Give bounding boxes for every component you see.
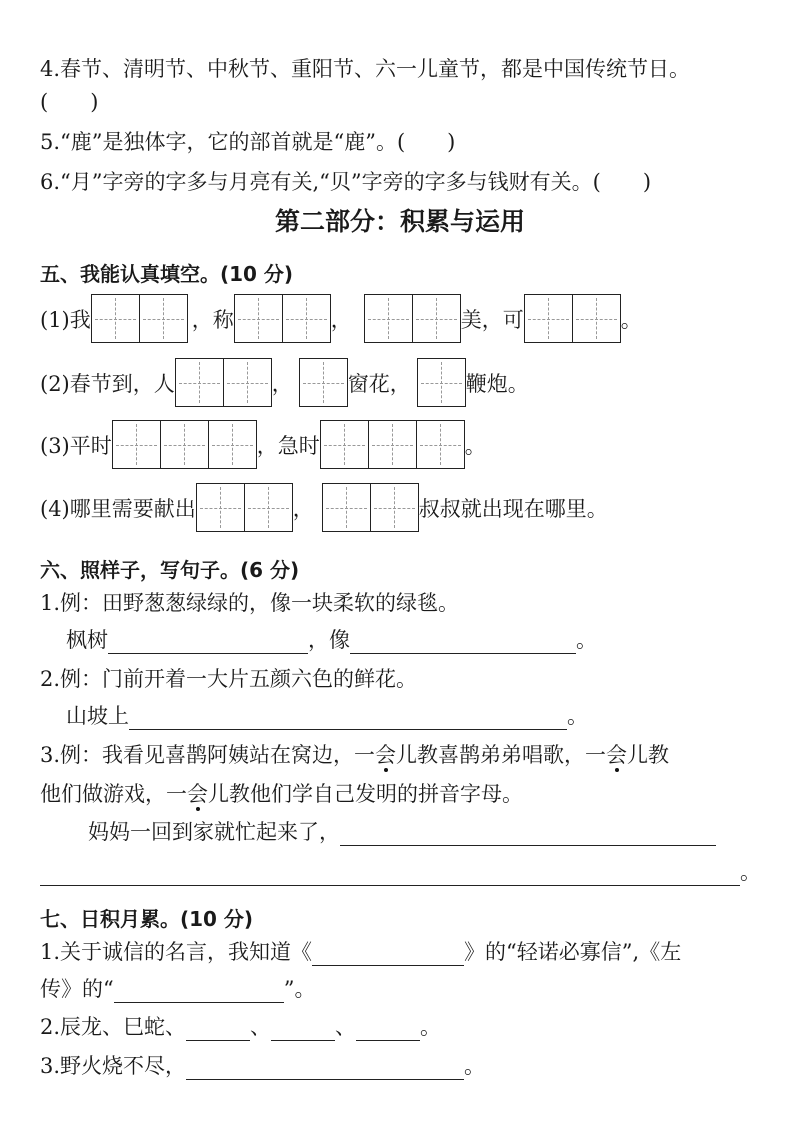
s6-q3-text: 教他们学自己发明的拼音字母。 [229, 782, 523, 806]
answer-blank[interactable] [356, 1018, 420, 1041]
s6-q2-prefix: 山坡上 [66, 704, 129, 728]
answer-blank[interactable] [186, 1018, 250, 1041]
fill-row-3 [40, 420, 486, 469]
row1-text-e: 。 [620, 307, 642, 332]
row3-text-a: (3)平时 [40, 433, 112, 458]
s7-q2-end: 。 [420, 1015, 442, 1039]
answer-blank[interactable] [114, 980, 284, 1003]
emphasis-text: 一会儿 [585, 743, 649, 767]
s7-q1-line2 [40, 975, 316, 1003]
s6-q3-answer-line2 [40, 858, 761, 886]
s6-q2-answer-line [66, 702, 588, 730]
char-box-group[interactable] [322, 483, 419, 532]
answer-blank[interactable] [186, 1057, 464, 1080]
char-box-group[interactable] [299, 358, 348, 407]
fill-row-1 [40, 294, 642, 343]
question-6: 6.“月”字旁的字多与月亮有关,“贝”字旁的字多与钱财有关。( ) [40, 170, 652, 194]
s6-q2-example: 2.例：门前开着一大片五颜六色的鲜花。 [40, 667, 418, 691]
char-box-group[interactable] [112, 420, 257, 469]
s7-q1-text: 》的“轻诺必寡信”,《左 [464, 940, 682, 964]
row2-text-b: ， [271, 371, 293, 396]
s7-q1-line1 [40, 938, 681, 966]
part2-title: 第二部分：积累与运用 [274, 207, 525, 236]
s6-q1-prefix: 枫树 [66, 628, 108, 652]
answer-blank[interactable] [129, 707, 567, 730]
s6-q2-end: 。 [567, 704, 588, 728]
row1-text-d: 美，可 [460, 307, 524, 332]
question-4: 4.春节、清明节、中秋节、重阳节、六一儿童节，都是中国传统节日。 [40, 57, 691, 81]
s7-q2-text: 2.辰龙、巳蛇、 [40, 1015, 187, 1039]
emphasis-text: 一会儿 [166, 782, 229, 806]
s6-q3-text: 教喜鹊弟弟唱歌， [417, 743, 586, 767]
s6-q3-end: 。 [740, 860, 761, 884]
row4-text-c: 叔叔就出现在哪里。 [418, 496, 608, 521]
answer-blank[interactable] [340, 823, 716, 846]
section6-title: 六、照样子，写句子。(6 分) [40, 558, 300, 582]
char-box-group[interactable] [91, 294, 188, 343]
char-box-group[interactable] [320, 420, 465, 469]
s6-q3-text: 教 [648, 743, 670, 767]
s6-q1-example: 1.例：田野葱葱绿绿的，像一块柔软的绿毯。 [40, 591, 460, 615]
question-5: 5.“鹿”是独体字，它的部首就是“鹿”。( ) [40, 130, 456, 154]
char-box-group[interactable] [417, 358, 466, 407]
char-box-group[interactable] [175, 358, 272, 407]
s6-q3-prompt: 妈妈一回到家就忙起来了， [88, 820, 340, 844]
answer-blank[interactable] [108, 631, 308, 654]
separator: 、 [250, 1015, 272, 1039]
s6-q1-mid: ，像 [308, 628, 350, 652]
answer-blank[interactable] [40, 863, 740, 886]
s6-q3-example-line2 [40, 780, 523, 808]
s6-q1-end: 。 [576, 628, 597, 652]
emphasis-text: 一会儿 [354, 743, 418, 767]
row4-text-a: (4)哪里需要献出 [40, 496, 196, 521]
s6-q3-prompt-line [88, 818, 716, 846]
fill-row-2 [40, 358, 529, 407]
row2-text-a: (2)春节到，人 [40, 371, 175, 396]
answer-blank[interactable] [350, 631, 576, 654]
char-box-group[interactable] [524, 294, 621, 343]
fill-row-4 [40, 483, 608, 532]
answer-blank[interactable] [312, 943, 464, 966]
char-box-group[interactable] [196, 483, 293, 532]
s7-q3 [40, 1052, 485, 1080]
row1-text-c: ， [330, 307, 352, 332]
section5-title: 五、我能认真填空。(10 分) [40, 262, 294, 286]
s6-q1-answer-line [66, 626, 597, 654]
separator: 、 [335, 1015, 357, 1039]
row4-text-b: ， [292, 496, 314, 521]
row3-text-c: 。 [464, 433, 486, 458]
row2-text-d: 鞭炮。 [465, 371, 529, 396]
s6-q3-example-line1 [40, 741, 669, 769]
s7-q1-text: ”。 [283, 977, 316, 1001]
s6-q3-text: 他们做游戏， [40, 782, 166, 806]
row3-text-b: ，急时 [256, 433, 320, 458]
s7-q3-text: 3.野火烧不尽， [40, 1054, 187, 1078]
row1-text-a: (1)我 [40, 307, 91, 332]
s6-q3-text: 3.例：我看见喜鹊阿姨站在窝边， [40, 743, 355, 767]
s7-q3-end: 。 [464, 1054, 486, 1078]
s7-q2 [40, 1013, 441, 1041]
row2-text-c: 窗花， [347, 371, 411, 396]
char-box-group[interactable] [364, 294, 461, 343]
row1-text-b: ，称 [191, 307, 234, 332]
question-4-answer-paren[interactable]: ( ) [40, 90, 99, 114]
section7-title: 七、日积月累。(10 分) [40, 907, 254, 931]
answer-blank[interactable] [271, 1018, 335, 1041]
char-box-group[interactable] [234, 294, 331, 343]
s7-q1-text: 传》的“ [40, 977, 114, 1001]
s7-q1-text: 1.关于诚信的名言，我知道《 [40, 940, 313, 964]
